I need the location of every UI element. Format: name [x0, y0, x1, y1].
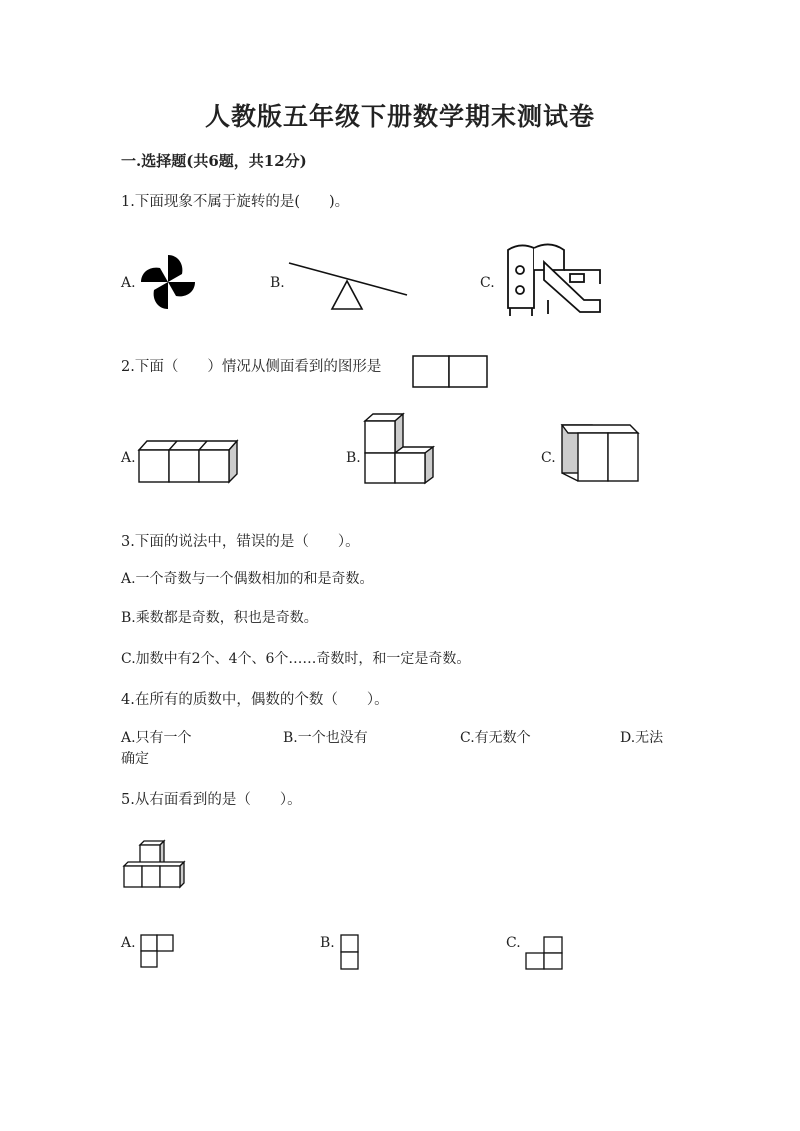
q2-option-a-label: A.: [121, 450, 136, 466]
three-cubes-row: [137, 438, 242, 484]
q5-option-c-label: C.: [506, 935, 521, 951]
q4-option-a: A.只有一个: [121, 730, 192, 746]
page-title: 人教版五年级下册数学期末测试卷: [204, 102, 595, 131]
q1-option-a-label: A.: [121, 275, 136, 291]
q2-option-c-label: C.: [541, 450, 556, 466]
l-shaped-cubes: [362, 413, 438, 485]
question-1: 1.下面现象不属于旋转的是( )。: [121, 194, 350, 210]
q4-option-c: C.有无数个: [460, 730, 531, 746]
q3-option-c: C.加数中有2个、4个、6个……奇数时，和一定是奇数。: [121, 651, 471, 667]
stacked-cubes-depth: [560, 423, 644, 485]
q5-option-b-label: B.: [320, 935, 335, 951]
q1-option-c-label: C.: [480, 275, 495, 291]
two-squares-side-view: [412, 355, 490, 389]
section-heading: 一.选择题(共6题，共12分): [121, 152, 307, 170]
view-b: [339, 933, 361, 971]
q4-option-d-continued: 确定: [121, 751, 149, 767]
question-4: 4.在所有的质数中，偶数的个数（ ）。: [121, 692, 389, 708]
q4-option-b: B.一个也没有: [283, 730, 368, 746]
cube-stack-figure: [122, 840, 188, 890]
q3-option-b: B.乘数都是奇数，积也是奇数。: [121, 610, 318, 626]
q5-option-a-label: A.: [121, 935, 136, 951]
question-3: 3.下面的说法中，错误的是（ ）。: [121, 534, 360, 550]
seesaw-icon: [285, 255, 415, 315]
q3-option-a: A.一个奇数与一个偶数相加的和是奇数。: [121, 571, 374, 587]
question-5: 5.从右面看到的是（ ）。: [121, 792, 302, 808]
playground-slide-icon: [500, 240, 605, 320]
view-c: [524, 935, 566, 973]
pinwheel-icon: [138, 252, 198, 312]
q2-option-b-label: B.: [346, 450, 361, 466]
q1-option-b-label: B.: [270, 275, 285, 291]
view-a: [139, 933, 177, 971]
q4-option-d: D.无法: [620, 730, 664, 746]
question-2-text: 2.下面（ ）情况从侧面看到的图形是: [121, 359, 382, 375]
